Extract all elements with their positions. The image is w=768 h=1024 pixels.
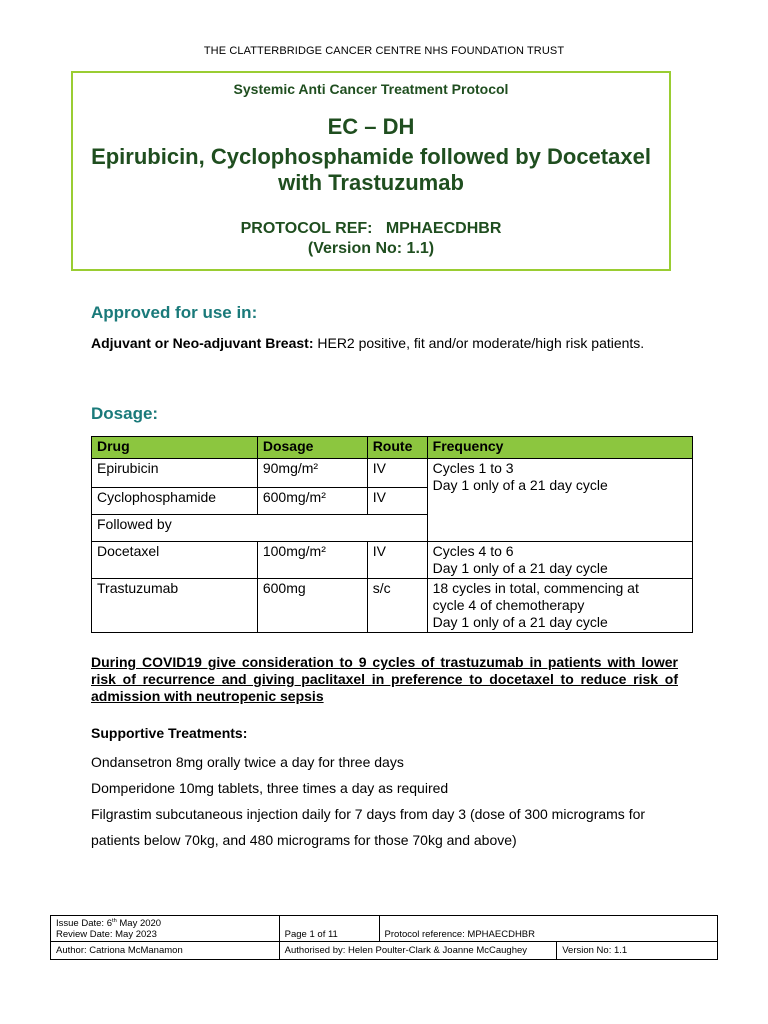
col-header-drug: Drug — [92, 437, 258, 459]
drug-cell: Docetaxel — [92, 542, 258, 579]
indication-text: HER2 positive, fit and/or moderate/high risk patients. — [313, 335, 645, 351]
route-cell: IV — [367, 542, 427, 579]
dose-cell: 600mg/m² — [257, 488, 367, 515]
drug-cell: Trastuzumab — [92, 579, 258, 633]
list-item: Ondansetron 8mg orally twice a day for three days — [91, 754, 404, 770]
col-header-dosage: Dosage — [257, 437, 367, 459]
frequency-line: Day 1 only of a 21 day cycle — [432, 614, 608, 630]
frequency-cell-docetaxel — [427, 542, 692, 579]
drug-cell: Epirubicin — [92, 459, 258, 488]
review-date: Review Date: May 2023 — [56, 928, 157, 940]
indication-label: Adjuvant or Neo-adjuvant Breast: — [91, 335, 314, 351]
followed-by-cell: Followed by — [92, 515, 428, 542]
issue-date: Issue Date: 6th May 2020 — [56, 917, 162, 929]
supportive-heading: Supportive Treatments: — [91, 725, 248, 741]
dose-cell: 90mg/m² — [257, 459, 367, 488]
approved-heading: Approved for use in: — [91, 303, 258, 322]
table-row — [92, 459, 693, 488]
protocol-ref-block — [73, 219, 669, 259]
frequency-line: Cycles 4 to 6 — [432, 543, 514, 559]
regimen-name-line1: Epirubicin, Cyclophosphamide followed by Docetaxel — [91, 144, 651, 169]
footer-author: Author: Catriona McManamon — [51, 942, 280, 960]
table-row — [92, 542, 693, 579]
frequency-line: Day 1 only of a 21 day cycle — [432, 477, 608, 493]
footer-row — [51, 942, 718, 960]
regimen-name-line2: with Trastuzumab — [278, 170, 464, 195]
frequency-line: Day 1 only of a 21 day cycle — [432, 560, 608, 576]
route-cell: IV — [367, 459, 427, 488]
frequency-line: 18 cycles in total, commencing at — [432, 580, 639, 596]
list-item: Filgrastim subcutaneous injection daily for 7 days from day 3 (dose of 300 micrograms for patients below 70kg, and 480 micrograms for those 70kg and above) — [91, 806, 646, 848]
title-box — [71, 71, 671, 271]
dose-cell: 100mg/m² — [257, 542, 367, 579]
footer-dates — [51, 916, 280, 942]
protocol-type: Systemic Anti Cancer Treatment Protocol — [233, 81, 509, 97]
table-row — [92, 579, 693, 633]
frequency-cell-ec — [427, 459, 692, 542]
footer-authorised-by: Authorised by: Helen Poulter-Clark & Joanne McCaughey — [279, 942, 557, 960]
protocol-version: (Version No: 1.1) — [307, 240, 435, 257]
col-header-route: Route — [367, 437, 427, 459]
regimen-name — [73, 144, 669, 196]
footer-table — [50, 915, 718, 960]
frequency-line: Cycles 1 to 3 — [432, 460, 514, 476]
approved-indication — [91, 330, 691, 357]
col-header-frequency: Frequency — [427, 437, 692, 459]
dosage-table — [91, 436, 693, 633]
regimen-code: EC – DH — [327, 114, 415, 139]
list-item: Domperidone 10mg tablets, three times a day as required — [91, 780, 449, 796]
drug-cell: Cyclophosphamide — [92, 488, 258, 515]
footer-page: Page 1 of 11 — [279, 916, 379, 942]
footer-row — [51, 916, 718, 942]
footer-version: Version No: 1.1 — [557, 942, 718, 960]
protocol-ref: PROTOCOL REF: MPHAECDHBR — [240, 220, 502, 237]
dosage-header-row — [92, 437, 693, 459]
route-cell: IV — [367, 488, 427, 515]
supportive-list — [91, 749, 691, 853]
dosage-heading: Dosage: — [91, 404, 159, 423]
dose-cell: 600mg — [257, 579, 367, 633]
frequency-line: cycle 4 of chemotherapy — [432, 597, 585, 613]
trust-name: THE CLATTERBRIDGE CANCER CENTRE NHS FOUNDATION TRUST — [203, 45, 565, 57]
covid-note: During COVID19 give consideration to 9 cycles of trastuzumab in patients with lower risk of recurrence and giving paclitaxel in preference to docetaxel to reduce risk of admission with neutropenic sepsis — [91, 654, 678, 704]
route-cell: s/c — [367, 579, 427, 633]
frequency-cell-trastuzumab — [427, 579, 692, 633]
footer-protocol-reference: Protocol reference: MPHAECDHBR — [379, 916, 717, 942]
